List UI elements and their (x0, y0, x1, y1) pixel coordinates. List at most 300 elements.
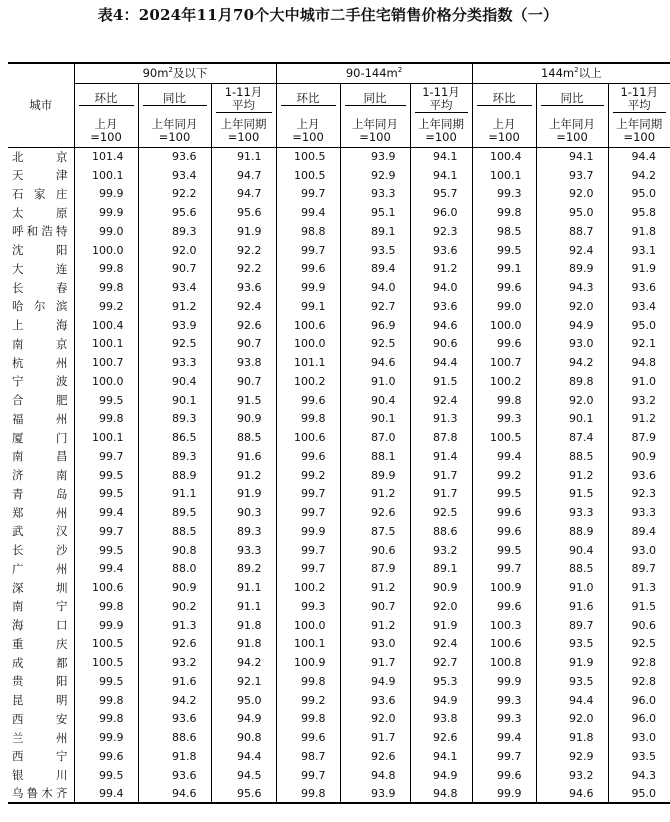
index-value: 91.5 (410, 372, 472, 391)
index-value: 100.9 (276, 653, 340, 672)
index-value: 91.2 (410, 260, 472, 279)
city-name: 武汉 (12, 524, 68, 539)
index-value: 99.6 (472, 522, 536, 541)
index-value: 99.2 (472, 466, 536, 485)
index-value: 91.7 (410, 485, 472, 504)
index-value: 92.5 (410, 503, 472, 522)
index-value: 88.7 (536, 222, 608, 241)
index-value: 94.2 (536, 353, 608, 372)
index-value: 99.7 (276, 241, 340, 260)
index-value: 99.7 (276, 185, 340, 204)
index-value: 94.6 (138, 785, 211, 804)
city-name: 西安 (12, 711, 68, 726)
index-value: 91.1 (211, 578, 276, 597)
index-value: 94.2 (138, 691, 211, 710)
index-value: 94.8 (410, 785, 472, 804)
index-value: 99.8 (472, 391, 536, 410)
index-value: 92.6 (211, 316, 276, 335)
index-value: 90.9 (410, 578, 472, 597)
index-value: 99.6 (74, 747, 138, 766)
index-value: 100.5 (276, 147, 340, 166)
index-value: 90.9 (608, 447, 670, 466)
index-value: 99.1 (276, 297, 340, 316)
index-value: 91.9 (211, 485, 276, 504)
city-name: 海口 (12, 618, 68, 633)
index-value: 99.3 (472, 710, 536, 729)
index-value: 96.0 (410, 203, 472, 222)
index-value: 100.1 (276, 635, 340, 654)
index-value: 96.0 (608, 691, 670, 710)
index-value: 94.8 (608, 353, 670, 372)
table-row (8, 616, 670, 635)
index-value: 94.6 (340, 353, 410, 372)
index-value: 99.3 (472, 185, 536, 204)
index-value: 92.2 (138, 185, 211, 204)
index-value: 88.5 (536, 447, 608, 466)
index-value: 93.3 (536, 503, 608, 522)
index-value: 93.3 (138, 353, 211, 372)
index-value: 87.8 (410, 428, 472, 447)
index-value: 99.7 (276, 541, 340, 560)
index-value: 87.9 (608, 428, 670, 447)
table-row (8, 672, 670, 691)
index-value: 92.1 (608, 335, 670, 354)
base-mom: 上月 =100 (276, 115, 340, 147)
index-value: 94.9 (340, 672, 410, 691)
index-value: 89.3 (211, 522, 276, 541)
index-value: 89.3 (138, 410, 211, 429)
index-value: 100.6 (276, 316, 340, 335)
index-value: 90.7 (138, 260, 211, 279)
index-value: 90.8 (211, 728, 276, 747)
table-row (8, 353, 670, 372)
index-value: 88.5 (138, 522, 211, 541)
table-row (8, 728, 670, 747)
index-value: 91.1 (211, 597, 276, 616)
table-row (8, 560, 670, 579)
index-value: 94.7 (211, 185, 276, 204)
index-value: 95.0 (211, 691, 276, 710)
index-value: 91.5 (211, 391, 276, 410)
city-name: 宁波 (12, 374, 68, 389)
city-name: 兰州 (12, 730, 68, 745)
index-value: 93.2 (608, 391, 670, 410)
index-value: 100.0 (74, 372, 138, 391)
index-value: 99.5 (74, 541, 138, 560)
index-value: 94.4 (410, 353, 472, 372)
index-value: 99.4 (472, 728, 536, 747)
index-value: 94.4 (608, 147, 670, 166)
index-value: 92.4 (211, 297, 276, 316)
index-value: 93.0 (536, 335, 608, 354)
index-value: 93.5 (608, 747, 670, 766)
index-value: 94.1 (410, 166, 472, 185)
index-value: 93.9 (340, 785, 410, 804)
index-value: 88.9 (536, 522, 608, 541)
index-value: 99.6 (276, 260, 340, 279)
index-value: 88.6 (410, 522, 472, 541)
base-mom: 上月 =100 (472, 115, 536, 147)
index-value: 94.9 (410, 691, 472, 710)
city-name: 乌鲁木齐 (8, 785, 74, 804)
index-value: 100.6 (472, 635, 536, 654)
table-row (8, 653, 670, 672)
index-value: 90.6 (410, 335, 472, 354)
index-value: 89.9 (536, 260, 608, 279)
index-value: 99.7 (276, 766, 340, 785)
index-value: 99.5 (472, 241, 536, 260)
index-value: 93.4 (138, 278, 211, 297)
index-value: 90.1 (138, 391, 211, 410)
subheader-yoy: 同比 (536, 83, 608, 115)
index-value: 99.6 (472, 335, 536, 354)
index-value: 93.5 (536, 672, 608, 691)
index-value: 95.7 (410, 185, 472, 204)
index-value: 100.2 (276, 578, 340, 597)
index-value: 92.9 (340, 166, 410, 185)
city-name: 济南 (12, 468, 68, 483)
index-value: 92.6 (410, 728, 472, 747)
index-value: 99.8 (276, 672, 340, 691)
table-row (8, 597, 670, 616)
index-value: 99.8 (74, 278, 138, 297)
index-value: 100.1 (74, 428, 138, 447)
index-value: 91.8 (138, 747, 211, 766)
table-row (8, 766, 670, 785)
index-value: 100.9 (472, 578, 536, 597)
table-row (8, 747, 670, 766)
index-value: 92.2 (211, 260, 276, 279)
index-value: 91.6 (138, 672, 211, 691)
index-value: 93.6 (608, 466, 670, 485)
base-yoy: 上年同月 =100 (536, 115, 608, 147)
index-value: 99.6 (472, 503, 536, 522)
index-value: 92.4 (410, 635, 472, 654)
city-name: 南宁 (12, 599, 68, 614)
index-value: 99.4 (276, 203, 340, 222)
index-value: 90.9 (211, 410, 276, 429)
table-row (8, 335, 670, 354)
base-avg: 上年同期 =100 (410, 115, 472, 147)
index-value: 99.6 (472, 597, 536, 616)
index-value: 90.6 (608, 616, 670, 635)
index-value: 92.3 (410, 222, 472, 241)
city-name: 西宁 (12, 749, 68, 764)
subheader-mom: 环比 (74, 83, 138, 115)
index-value: 91.9 (211, 222, 276, 241)
index-value: 91.0 (536, 578, 608, 597)
index-value: 89.4 (608, 522, 670, 541)
index-value: 99.5 (472, 485, 536, 504)
index-value: 94.8 (340, 766, 410, 785)
city-name: 哈尔滨 (12, 299, 68, 314)
index-value: 90.7 (211, 372, 276, 391)
index-value: 99.7 (276, 503, 340, 522)
index-value: 100.7 (74, 353, 138, 372)
index-value: 91.0 (608, 372, 670, 391)
index-value: 95.8 (608, 203, 670, 222)
index-value: 88.5 (536, 560, 608, 579)
subheader-yoy: 同比 (138, 83, 211, 115)
index-value: 99.4 (74, 785, 138, 804)
index-value: 94.6 (410, 316, 472, 335)
index-value: 87.0 (340, 428, 410, 447)
index-value: 94.5 (211, 766, 276, 785)
index-value: 99.5 (74, 672, 138, 691)
index-value: 95.0 (608, 185, 670, 204)
group-header-small: $90m^2$及以下 (74, 63, 276, 83)
index-value: 100.6 (74, 578, 138, 597)
index-value: 90.6 (340, 541, 410, 560)
index-value: 92.5 (138, 335, 211, 354)
index-value: 89.3 (138, 447, 211, 466)
index-value: 100.2 (472, 372, 536, 391)
table-row (8, 635, 670, 654)
index-value: 95.0 (608, 785, 670, 804)
index-value: 92.8 (608, 653, 670, 672)
index-value: 94.4 (536, 691, 608, 710)
index-value: 92.8 (608, 672, 670, 691)
index-value: 94.1 (536, 147, 608, 166)
index-value: 99.4 (74, 560, 138, 579)
index-value: 91.0 (340, 372, 410, 391)
index-value: 100.5 (276, 166, 340, 185)
index-value: 100.5 (74, 635, 138, 654)
index-value: 100.0 (276, 335, 340, 354)
index-value: 99.7 (472, 560, 536, 579)
index-value: 100.0 (74, 241, 138, 260)
subheader-mom: 环比 (472, 83, 536, 115)
index-value: 93.2 (138, 653, 211, 672)
index-value: 89.1 (340, 222, 410, 241)
index-value: 98.8 (276, 222, 340, 241)
index-value: 99.9 (74, 203, 138, 222)
index-value: 99.9 (74, 728, 138, 747)
table-row (8, 185, 670, 204)
subheader-avg: 1-11月 平均 (608, 83, 670, 115)
index-value: 90.7 (340, 597, 410, 616)
city-name: 厦门 (12, 430, 68, 445)
index-value: 91.1 (211, 147, 276, 166)
index-value: 91.9 (410, 616, 472, 635)
index-value: 99.3 (472, 410, 536, 429)
index-value: 96.9 (340, 316, 410, 335)
index-value: 101.4 (74, 147, 138, 166)
index-value: 100.5 (74, 653, 138, 672)
base-avg: 上年同期 =100 (211, 115, 276, 147)
table-row (8, 466, 670, 485)
index-value: 91.5 (608, 597, 670, 616)
index-value: 88.5 (211, 428, 276, 447)
index-value: 91.2 (211, 466, 276, 485)
index-value: 92.6 (340, 503, 410, 522)
index-value: 99.4 (472, 447, 536, 466)
index-value: 94.3 (536, 278, 608, 297)
index-value: 99.7 (74, 522, 138, 541)
table-row (8, 541, 670, 560)
index-value: 91.7 (340, 653, 410, 672)
index-value: 91.8 (211, 635, 276, 654)
city-name: 重庆 (12, 636, 68, 651)
index-value: 99.6 (276, 728, 340, 747)
index-value: 99.1 (472, 260, 536, 279)
index-value: 94.0 (340, 278, 410, 297)
index-value: 91.3 (138, 616, 211, 635)
index-value: 90.1 (340, 410, 410, 429)
index-value: 90.8 (138, 541, 211, 560)
city-name: 大连 (12, 261, 68, 276)
index-value: 90.4 (340, 391, 410, 410)
index-value: 91.2 (138, 297, 211, 316)
index-value: 93.0 (608, 728, 670, 747)
table-row (8, 710, 670, 729)
index-value: 99.7 (276, 560, 340, 579)
table-row (8, 485, 670, 504)
group-header-medium: $90-144m^2$ (276, 63, 472, 83)
index-value: 92.6 (138, 635, 211, 654)
index-value: 93.5 (536, 635, 608, 654)
index-value: 93.6 (138, 766, 211, 785)
index-value: 93.4 (608, 297, 670, 316)
index-value: 92.7 (340, 297, 410, 316)
index-value: 91.2 (340, 578, 410, 597)
table-row (8, 578, 670, 597)
city-name: 沈阳 (12, 243, 68, 258)
city-name: 银川 (12, 768, 68, 783)
index-value: 92.0 (536, 391, 608, 410)
index-value: 93.3 (608, 503, 670, 522)
index-value: 95.3 (410, 672, 472, 691)
index-value: 89.5 (138, 503, 211, 522)
index-value: 99.8 (74, 410, 138, 429)
base-avg: 上年同期 =100 (608, 115, 670, 147)
index-value: 99.3 (472, 691, 536, 710)
index-value: 99.4 (74, 503, 138, 522)
table-body (8, 147, 670, 803)
index-value: 93.4 (138, 166, 211, 185)
table-row (8, 410, 670, 429)
city-name: 成都 (12, 655, 68, 670)
index-value: 89.1 (410, 560, 472, 579)
index-value: 92.4 (536, 241, 608, 260)
index-value: 92.0 (536, 297, 608, 316)
index-value: 99.5 (472, 541, 536, 560)
index-value: 93.9 (138, 316, 211, 335)
index-value: 100.1 (74, 166, 138, 185)
index-value: 89.7 (608, 560, 670, 579)
city-name: 石家庄 (12, 186, 68, 201)
table-row (8, 260, 670, 279)
index-value: 91.2 (536, 466, 608, 485)
index-value: 91.7 (410, 466, 472, 485)
index-value: 94.2 (211, 653, 276, 672)
index-value: 99.8 (472, 203, 536, 222)
index-value: 93.6 (211, 278, 276, 297)
index-value: 99.9 (74, 616, 138, 635)
index-value: 100.6 (276, 428, 340, 447)
index-value: 92.4 (410, 391, 472, 410)
index-value: 91.3 (608, 578, 670, 597)
index-value: 93.2 (410, 541, 472, 560)
index-value: 91.2 (340, 616, 410, 635)
index-value: 86.5 (138, 428, 211, 447)
table-title: 表4：2024年11月70个大中城市二手住宅销售价格分类指数（一） (97, 6, 559, 24)
index-value: 99.0 (74, 222, 138, 241)
index-value: 100.8 (472, 653, 536, 672)
index-value: 99.8 (74, 597, 138, 616)
table-row (8, 166, 670, 185)
table-row (8, 447, 670, 466)
index-value: 91.6 (536, 597, 608, 616)
index-value: 90.1 (536, 410, 608, 429)
index-value: 91.8 (536, 728, 608, 747)
index-value: 95.6 (138, 203, 211, 222)
index-value: 91.9 (608, 260, 670, 279)
index-value: 100.3 (472, 616, 536, 635)
index-value: 98.7 (276, 747, 340, 766)
index-value: 88.6 (138, 728, 211, 747)
index-value: 99.7 (74, 447, 138, 466)
index-value: 94.9 (410, 766, 472, 785)
index-value: 93.3 (211, 541, 276, 560)
city-name: 郑州 (12, 505, 68, 520)
index-value: 93.0 (608, 541, 670, 560)
table-row (8, 372, 670, 391)
index-value: 93.7 (536, 166, 608, 185)
index-value: 99.9 (276, 278, 340, 297)
index-value: 95.6 (211, 203, 276, 222)
index-value: 100.5 (472, 428, 536, 447)
index-value: 101.1 (276, 353, 340, 372)
base-yoy: 上年同月 =100 (138, 115, 211, 147)
index-value: 89.2 (211, 560, 276, 579)
index-value: 99.9 (472, 785, 536, 804)
index-value: 100.4 (472, 147, 536, 166)
index-value: 88.9 (138, 466, 211, 485)
index-value: 94.0 (410, 278, 472, 297)
index-value: 94.1 (410, 747, 472, 766)
index-value: 92.6 (340, 747, 410, 766)
index-value: 99.7 (276, 485, 340, 504)
city-name: 青岛 (12, 486, 68, 501)
index-value: 88.1 (340, 447, 410, 466)
table-row (8, 691, 670, 710)
index-value: 93.6 (340, 691, 410, 710)
index-value: 99.2 (276, 466, 340, 485)
index-value: 92.7 (410, 653, 472, 672)
index-value: 99.5 (74, 485, 138, 504)
index-value: 90.7 (211, 335, 276, 354)
index-value: 92.2 (211, 241, 276, 260)
index-value: 92.3 (608, 485, 670, 504)
city-name: 杭州 (12, 355, 68, 370)
table-row (8, 316, 670, 335)
index-value: 91.1 (138, 485, 211, 504)
city-name: 南昌 (12, 449, 68, 464)
city-name: 太原 (12, 205, 68, 220)
table-row (8, 522, 670, 541)
index-value: 94.6 (536, 785, 608, 804)
subheader-avg: 1-11月 平均 (211, 83, 276, 115)
index-value: 98.5 (472, 222, 536, 241)
index-value: 93.0 (340, 635, 410, 654)
index-value: 87.9 (340, 560, 410, 579)
index-value: 89.3 (138, 222, 211, 241)
index-value: 100.0 (276, 616, 340, 635)
index-value: 91.2 (340, 485, 410, 504)
index-value: 91.8 (608, 222, 670, 241)
index-value: 91.8 (211, 616, 276, 635)
